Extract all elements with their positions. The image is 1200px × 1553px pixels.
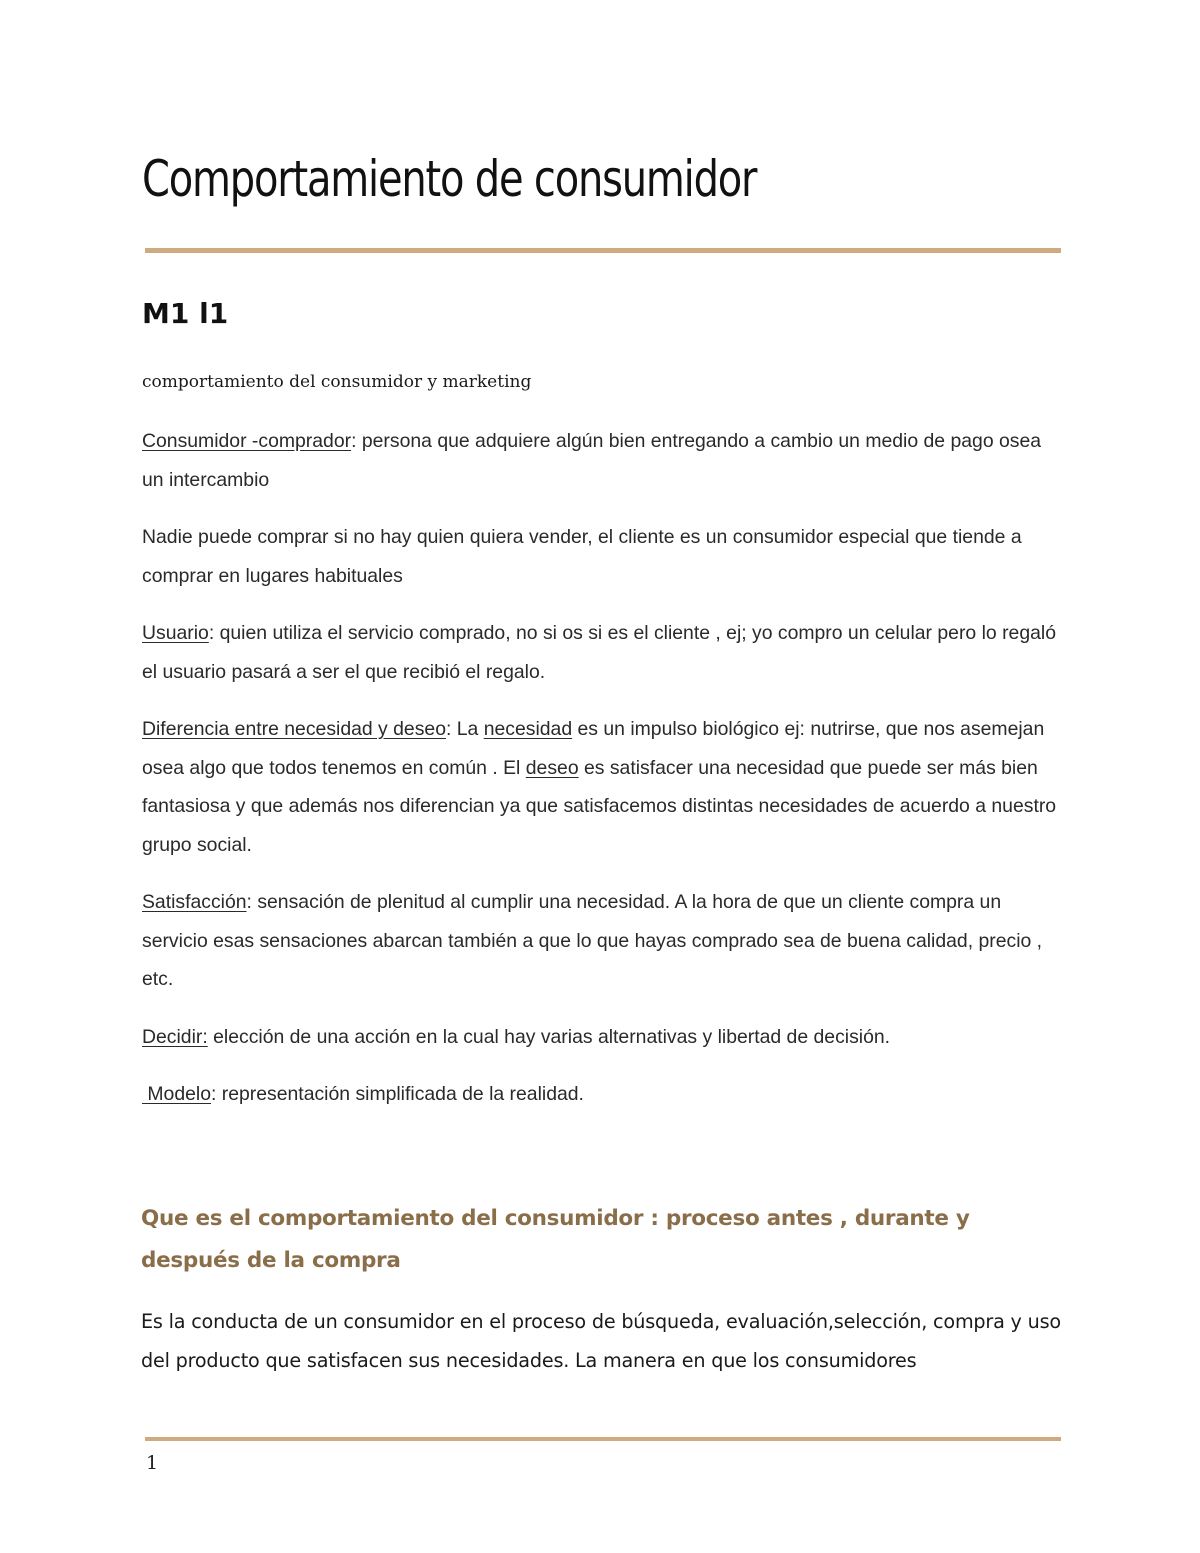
section-heading: Que es el comportamiento del consumidor : proceso antes , durante y después de la compra <box>141 1206 970 1273</box>
paragraph-nadie: Nadie puede comprar si no hay quien quiera vender, el cliente es un consumidor especial que tiende a comprar en lugares habituales <box>142 526 1022 587</box>
term-decidir: Decidir: <box>142 1025 208 1048</box>
term-necesidad: necesidad <box>483 718 573 740</box>
section-body: Es la conducta de un consumidor en el proceso de búsqueda, evaluación,selección, compra y uso del producto que satisfacen sus necesidades. La manera en que los consumidores <box>141 1310 1061 1372</box>
term-satisfaccion: Satisfacción <box>142 891 247 913</box>
definition-decidir: Decidir: elección de una acción en la cual hay varias alternativas y libertad de decisión. <box>142 1025 891 1048</box>
term-deseo: deseo <box>525 756 579 779</box>
page-title: Comportamiento de consumidor <box>142 150 757 208</box>
page-number: 1 <box>146 1452 159 1474</box>
term-consumidor: Consumidor -comprador <box>142 430 352 452</box>
term-usuario: Usuario <box>142 622 209 644</box>
definitions-body <box>142 422 1062 1133</box>
definition-consumidor: Consumidor -comprador: persona que adquiere algún bien entregando a cambio un medio de pago osea un intercambio <box>142 430 1042 491</box>
definition-satisfaccion: Satisfacción: sensación de plenitud al cumplir una necesidad. A la hora de que un cliente compra un servicio esas sensaciones abarcan también a que lo que hayas comprado sea de buena calidad, precio , etc. <box>142 891 1043 990</box>
title-divider <box>145 248 1061 253</box>
term-modelo: Modelo <box>142 1083 211 1105</box>
subtitle: comportamiento del consumidor y marketing <box>142 372 532 392</box>
term-diferencia: Diferencia entre necesidad y deseo <box>142 718 446 740</box>
definition-usuario: Usuario: quien utiliza el servicio comprado, no si os si es el cliente , ej; yo compro un celular pero lo regaló el usuario pasará a ser el que recibió el regalo. <box>142 622 1056 683</box>
definition-modelo: Modelo: representación simplificada de la realidad. <box>142 1083 584 1105</box>
definition-diferencia: Diferencia entre necesidad y deseo: La necesidad es un impulso biológico ej: nutrirse, que nos asemejan osea algo que todos tenemos en común . El deseo es satisfacer una necesidad que puede ser más bien fantasiosa y que además nos diferencian ya que satisfacemos distintas necesidades de acuerdo a nuestro grupo social. <box>142 718 1057 856</box>
footer-divider <box>145 1437 1061 1441</box>
module-heading: M1 l1 <box>142 297 229 330</box>
